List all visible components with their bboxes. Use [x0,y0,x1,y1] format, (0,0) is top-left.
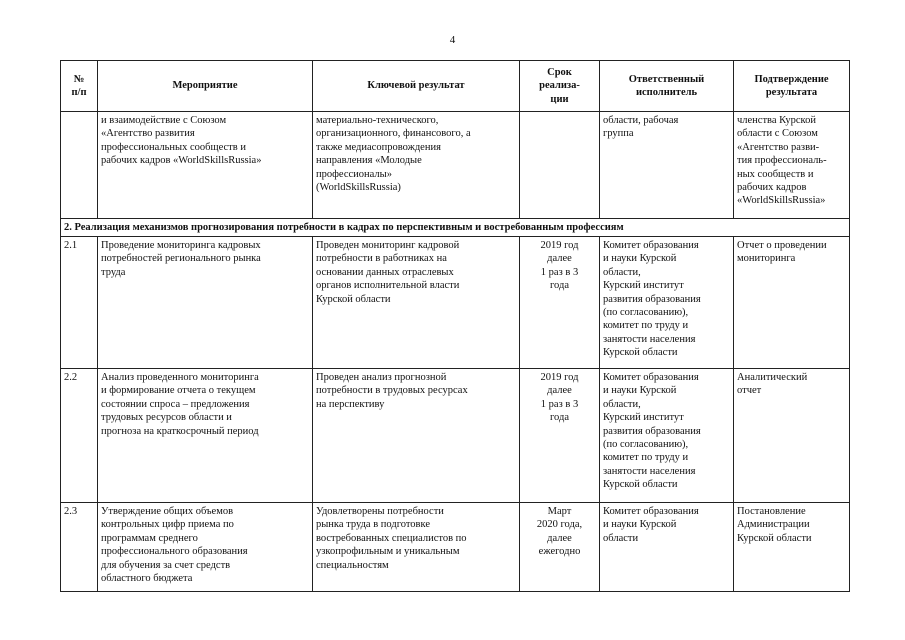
page-number: 4 [449,34,456,46]
action-plan-table [60,60,850,592]
table-header-row [61,61,850,112]
cell-confirmation: Аналитический отчет [734,369,850,503]
cell-event: Анализ проведенного мониторинга и формирование отчета о текущем состоянии спроса – предложения трудовых ресурсов области и прогноза на краткосрочный период [98,369,313,503]
cell-result: Проведен анализ прогнозной потребности в трудовых ресурсах на перспективу [313,369,520,503]
header-confirmation: Подтверждение результата [734,61,850,112]
header-num: № п/п [61,61,98,112]
header-result: Ключевой результат [313,61,520,112]
section-heading: 2. Реализация механизмов прогнозирования потребности в кадрах по перспективным и востребованным профессиям [61,219,850,237]
cell-responsible: Комитет образования и науки Курской области, Курский институт развития образования (по согласованию), комитет по труду и занятости населения Курской области [600,237,734,369]
cell-result: материально-технического, организационного, финансового, а также медиасопровождения направления «Молодые профессионалы» (WorldSkillsRussia) [313,112,520,219]
header-responsible: Ответственный исполнитель [600,61,734,112]
cell-confirmation: Постановление Администрации Курской области [734,503,850,592]
cell-responsible: области, рабочая группа [600,112,734,219]
table-row [61,237,850,369]
cell-term: Март 2020 года, далее ежегодно [520,503,600,592]
table-row [61,369,850,503]
cell-confirmation: членства Курской области с Союзом «Агентство разви- тия профессиональ- ных сообществ и рабочих кадров «WorldSkillsRussia» [734,112,850,219]
cell-term: 2019 год далее 1 раз в 3 года [520,237,600,369]
header-term: Срок реализа- ции [520,61,600,112]
cell-num: 2.1 [61,237,98,369]
cell-responsible: Комитет образования и науки Курской области [600,503,734,592]
cell-result: Удовлетворены потребности рынка труда в подготовке востребованных специалистов по узкопрофильным и уникальным специальностям [313,503,520,592]
cell-num [61,112,98,219]
cell-event: Утверждение общих объемов контрольных цифр приема по программам среднего профессионального образования для обучения за счет средств областного бюджета [98,503,313,592]
cell-term [520,112,600,219]
cell-event: и взаимодействие с Союзом «Агентство развития профессиональных сообществ и рабочих кадров «WorldSkillsRussia» [98,112,313,219]
cell-num: 2.3 [61,503,98,592]
cell-confirmation: Отчет о проведении мониторинга [734,237,850,369]
cell-responsible: Комитет образования и науки Курской области, Курский институт развития образования (по согласованию), комитет по труду и занятости населения Курской области [600,369,734,503]
cell-term: 2019 год далее 1 раз в 3 года [520,369,600,503]
table-row [61,503,850,592]
cell-num: 2.2 [61,369,98,503]
cell-event: Проведение мониторинга кадровых потребностей регионального рынка труда [98,237,313,369]
table-row-continuation [61,112,850,219]
cell-result: Проведен мониторинг кадровой потребности в работниках на основании данных отраслевых органов исполнительной власти Курской области [313,237,520,369]
header-event: Мероприятие [98,61,313,112]
section-heading-row [61,219,850,237]
